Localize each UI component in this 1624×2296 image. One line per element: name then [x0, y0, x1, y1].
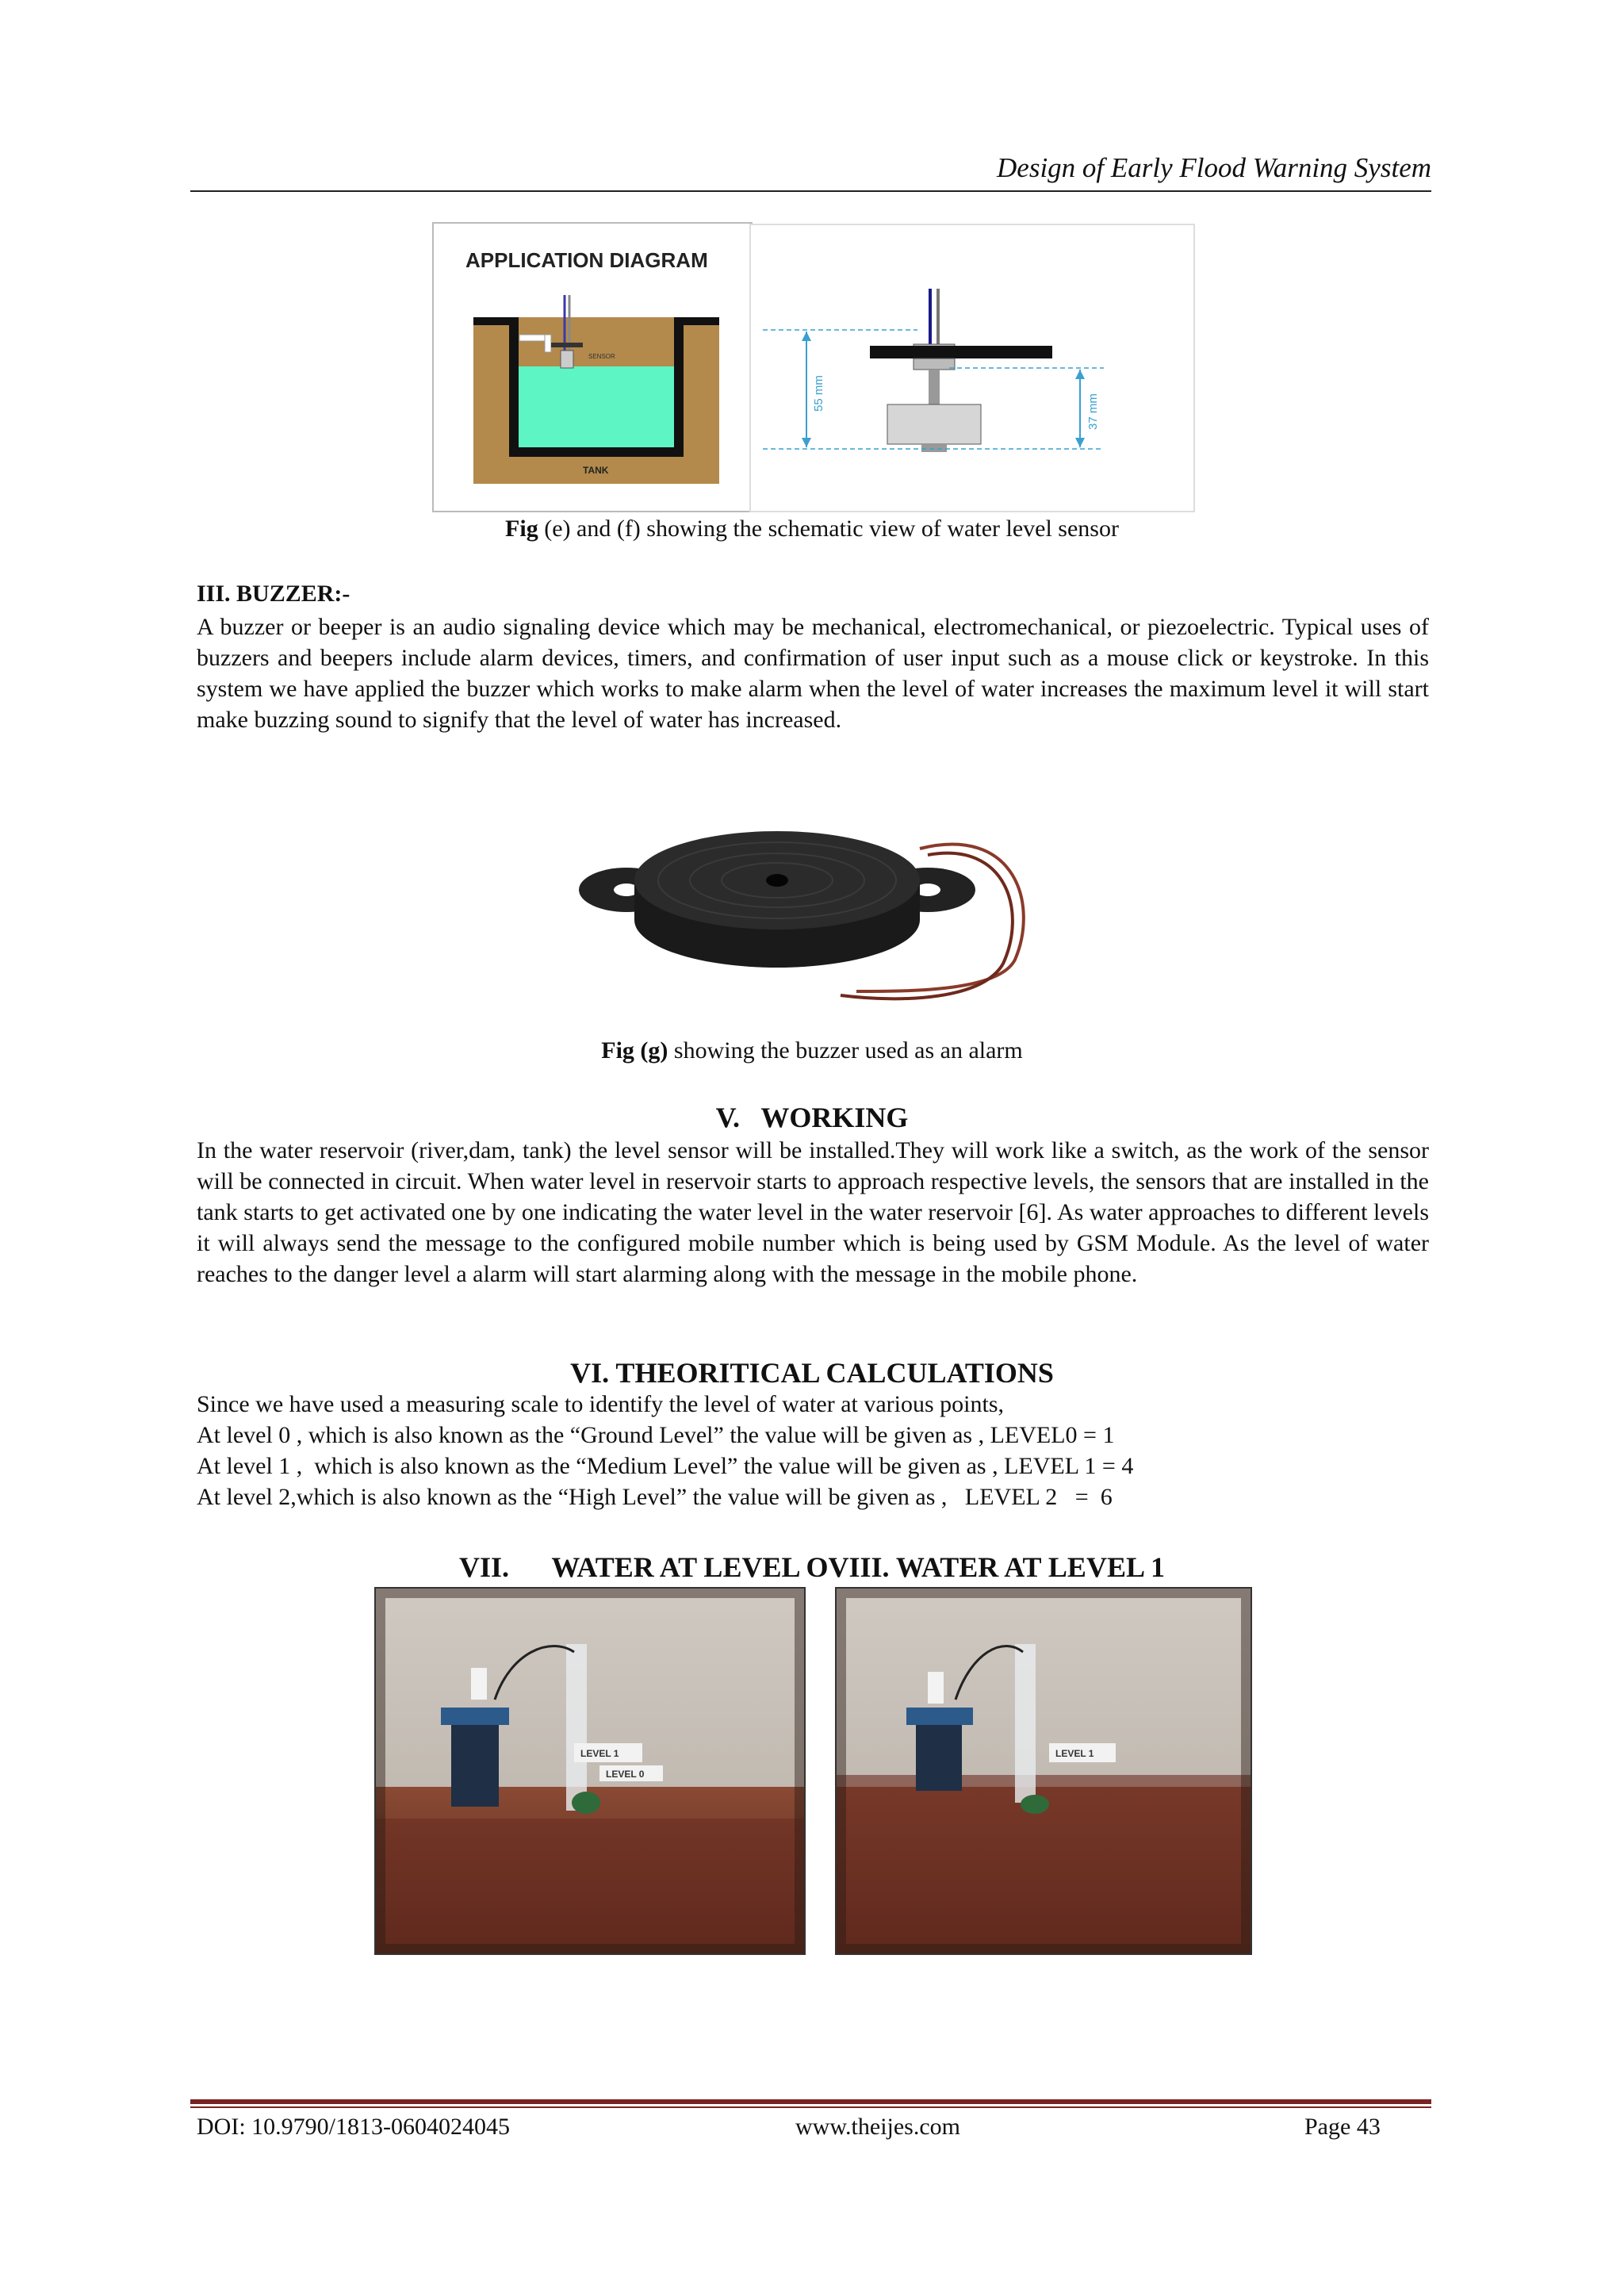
footer-page-number: Page 43: [1304, 2114, 1381, 2140]
photo1-water: [376, 1819, 804, 1953]
photo2-module: [906, 1708, 973, 1725]
dim-arrowhead-55-top: [802, 332, 811, 341]
tank-label: TANK: [583, 465, 609, 476]
working-heading: V. WORKING: [715, 1102, 909, 1133]
sensor-mount: [551, 343, 583, 347]
photo1-scale: [566, 1644, 587, 1811]
sensor-float: [561, 351, 573, 368]
figure-f-sensor-dimensions: [749, 224, 1195, 512]
sensor-stem: [929, 370, 940, 409]
photo2-scale: [1015, 1644, 1036, 1803]
footer-rule-thin: [190, 2106, 1431, 2108]
water-level-0-photo-svg: [376, 1589, 804, 1953]
mounting-plate: [870, 346, 1052, 358]
figure-g-caption-text: showing the buzzer used as an alarm: [668, 1037, 1023, 1064]
sensor-nut-bottom: [914, 358, 955, 370]
calc-line-intro: Since we have used a measuring scale to identify the level of water at various points,: [197, 1391, 1005, 1417]
figure-ef-caption: [0, 516, 1624, 542]
buzzer-sound-hole: [766, 874, 788, 887]
photo2-plant: [1021, 1795, 1049, 1814]
photo2-label-level-1: LEVEL 1: [1055, 1748, 1094, 1759]
water-level-1-photo: [835, 1587, 1252, 1955]
dim-label-37: 37 mm: [1086, 393, 1100, 430]
calc-heading: VI. THEORITICAL CALCULATIONS: [570, 1357, 1054, 1389]
buzzer-svg: [571, 801, 1047, 1015]
buzzer-paragraph: A buzzer or beeper is an audio signaling device which may be mechanical, electromechanical, or piezoelectric. Typical uses of buzzers and beepers include alarm devices, timers, and confirmation of user input such as a mouse click or keystroke. In this system we have applied the buzzer which works to make alarm when the level of water increases the maximum level it will start make buzzing sound to signify that the level of water has increased.: [197, 614, 1429, 733]
dim-arrowhead-55-bottom: [802, 438, 811, 447]
tank-rim-right: [674, 317, 719, 325]
tank-rim-left: [473, 317, 519, 325]
water-level-heading: VII. WATER AT LEVEL OVIII. WATER AT LEVEL 1: [459, 1551, 1165, 1583]
figure-g-buzzer: [571, 801, 1047, 1015]
buzzer-heading: III. BUZZER:-: [197, 581, 350, 607]
sensor-label: SENSOR: [588, 353, 615, 360]
footer-website: www.theijes.com: [795, 2114, 961, 2140]
tank-wall-left: [509, 317, 519, 454]
water-level-0-photo: [374, 1587, 806, 1955]
water-level-1-photo-svg: [837, 1589, 1251, 1953]
footer-doi: DOI: 10.9790/1813-0604024045: [197, 2114, 510, 2140]
figure-g-caption-bold: Fig (g): [601, 1037, 668, 1064]
running-header: Design of Early Flood Warning System: [997, 152, 1431, 183]
photo2-battery-box: [916, 1719, 962, 1791]
application-diagram-svg: [434, 224, 751, 511]
sensor-dimension-svg: [751, 225, 1193, 511]
figure-ef-caption-text: (e) and (f) showing the schematic view of water level sensor: [538, 516, 1119, 542]
photo1-bottle: [471, 1668, 487, 1700]
dim-arrowhead-37-top: [1075, 370, 1085, 379]
figure-ef-caption-bold: Fig: [505, 516, 538, 542]
ground-soil-right: [680, 317, 719, 484]
photo1-plant: [572, 1792, 600, 1814]
calc-line-level-1: At level 1 , which is also known as the “Medium Level” the value will be given as , LEVEL 1 = 4: [197, 1453, 1134, 1479]
header-rule: [190, 190, 1431, 192]
photo2-bottle: [928, 1672, 944, 1704]
photo1-label-level-1: LEVEL 1: [580, 1748, 619, 1759]
application-diagram-title: APPLICATION DIAGRAM: [465, 248, 708, 272]
tank-bottom: [509, 447, 684, 457]
inlet-pipe-down: [545, 335, 551, 352]
dim-arrowhead-37-bottom: [1075, 438, 1085, 447]
sensor-float-tip: [921, 444, 947, 452]
calc-line-level-0: At level 0 , which is also known as the “Ground Level” the value will be given as , LEVEL0 = 1: [197, 1422, 1115, 1448]
figure-g-caption: [0, 1037, 1624, 1064]
ground-soil-left: [473, 317, 513, 484]
photo1-battery-box: [451, 1719, 499, 1807]
working-paragraph: In the water reservoir (river,dam, tank) the level sensor will be installed.They will work like a switch, as the work of the sensor will be connected in circuit. When water level in reservoir starts to approach respective levels, the sensors that are installed in the tank starts to get activated one by one indicating the water level in the water reservoir [6]. As water approaches to different levels it will always send the message to the configured mobile number which is being used by GSM Module. As the level of water reaches to the danger level a alarm will start alarming along with the message in the mobile phone.: [197, 1137, 1429, 1287]
footer-rule-thick: [190, 2099, 1431, 2104]
sensor-float-body: [887, 404, 981, 444]
figure-e-application-diagram: [432, 222, 753, 512]
tank-water: [519, 366, 674, 447]
tank-wall-right: [674, 317, 684, 454]
photo1-module: [441, 1708, 509, 1725]
dim-label-55: 55 mm: [812, 375, 825, 412]
photo1-label-level-0: LEVEL 0: [606, 1769, 645, 1780]
calc-line-level-2: At level 2,which is also known as the “High Level” the value will be given as , LEVEL 2 = 6: [197, 1484, 1113, 1510]
